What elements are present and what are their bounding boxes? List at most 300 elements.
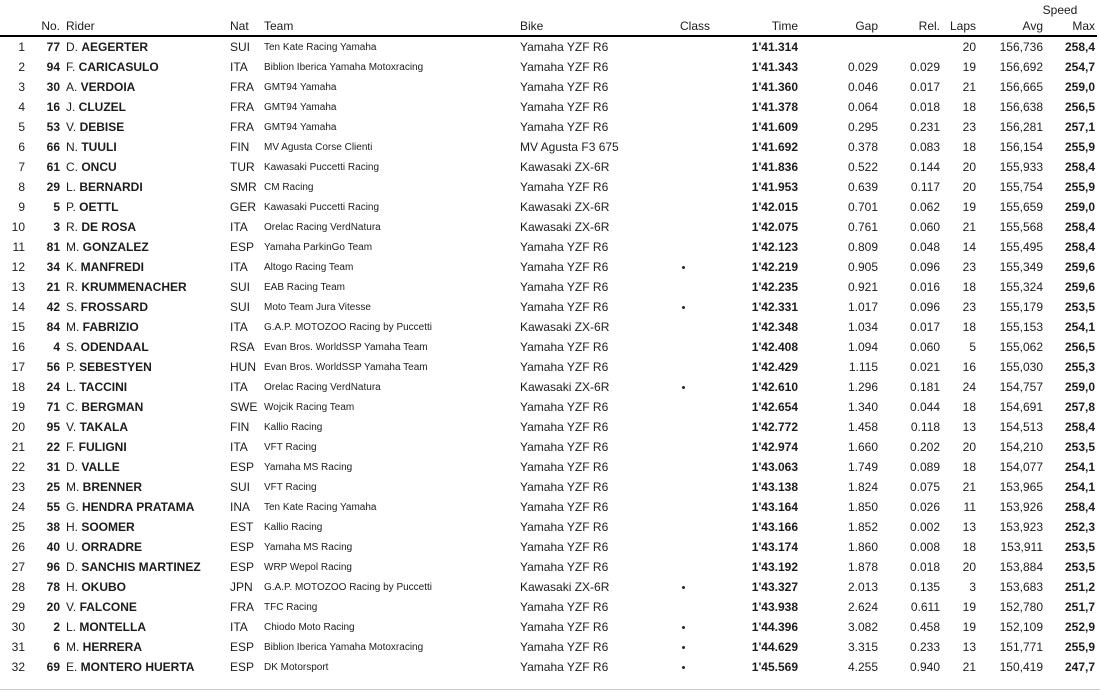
gap-cell: 1.850 [847,500,878,514]
nat-cell: SUI [230,40,251,54]
team-cell: VFT Racing [264,481,317,493]
class-cell [670,437,712,457]
rel-header: Rel. [880,17,945,36]
gap-cell: 0.029 [847,60,878,74]
class-cell [670,537,712,557]
max-cell: 255,9 [1064,640,1096,654]
bike-cell: Kawasaki ZX-6R [520,200,610,214]
team-cell: G.A.P. MOTOZOO Racing by Puccetti [264,581,433,593]
pos-cell: 22 [11,460,25,474]
gap-cell: 1.340 [847,400,878,414]
class-dot [682,306,685,309]
max-cell: 252,9 [1064,620,1096,634]
rider-surname: TAKALA [79,420,129,434]
max-cell: 255,9 [1064,140,1096,154]
avg-cell: 155,324 [999,280,1043,294]
rel-cell: 0.135 [909,580,940,594]
rider-name-cell [62,597,228,617]
class-cell [670,197,712,217]
pos-cell: 21 [11,440,25,454]
bike-cell: Kawasaki ZX-6R [520,320,610,334]
avg-cell: 153,923 [999,520,1043,534]
rider-initial: U. [66,540,82,554]
pos-cell: 13 [11,280,25,294]
rel-cell: 0.144 [909,160,940,174]
rider-surname: MANFREDI [80,260,144,274]
max-cell: 255,3 [1064,360,1096,374]
rider-surname: SEBESTYEN [79,360,152,374]
gap-cell: 0.046 [847,80,878,94]
no-cell: 38 [46,520,60,534]
laps-cell: 20 [962,180,976,194]
time-cell: 1'41.953 [751,180,798,194]
no-cell: 42 [46,300,60,314]
bike-cell: Yamaha YZF R6 [520,240,609,254]
avg-cell: 154,757 [999,380,1043,394]
rider-name-cell [62,397,228,417]
rel-cell: 0.026 [909,500,940,514]
bike-cell: Yamaha YZF R6 [520,640,609,654]
rider-initial: S. [66,300,81,314]
no-cell: 61 [46,160,60,174]
rider-initial: R. [66,220,82,234]
pos-cell: 30 [11,620,25,634]
rider-name-cell [62,36,228,57]
rel-cell: 0.083 [909,140,940,154]
time-cell: 1'41.314 [751,40,798,54]
gap-cell: 1.115 [848,360,878,374]
rider-name-cell [62,457,228,477]
laps-cell: 19 [962,620,976,634]
gap-cell: 0.064 [847,100,878,114]
bike-cell: Yamaha YZF R6 [520,120,609,134]
avg-cell: 156,665 [999,80,1043,94]
rider-initial: A. [66,80,81,94]
time-cell: 1'43.192 [751,560,798,574]
laps-cell: 20 [962,560,976,574]
result-row [0,217,1097,237]
laps-cell: 13 [962,420,976,434]
no-cell: 34 [46,260,60,274]
result-row [0,577,1097,597]
avg-cell: 155,754 [999,180,1043,194]
nat-cell: ESP [230,660,255,674]
time-cell: 1'42.772 [751,420,798,434]
pos-cell: 5 [18,120,25,134]
pos-cell: 16 [11,340,25,354]
rider-name-cell [62,297,228,317]
avg-cell: 150,419 [999,660,1043,674]
time-cell: 1'43.166 [751,520,798,534]
result-row [0,297,1097,317]
rider-initial: H. [66,580,82,594]
pos-cell: 26 [11,540,25,554]
rider-initial: V. [66,120,80,134]
class-cell [670,557,712,577]
rider-name-cell [62,497,228,517]
rider-surname: ODENDAAL [80,340,149,354]
nat-cell: ITA [230,320,248,334]
max-cell: 253,5 [1064,440,1096,454]
max-cell: 254,1 [1064,320,1096,334]
class-cell [670,97,712,117]
rider-initial: N. [66,140,82,154]
team-cell: GMT94 Yamaha [264,121,337,133]
class-cell [670,657,712,677]
max-cell: 256,5 [1064,100,1096,114]
class-cell [670,597,712,617]
laps-cell: 16 [962,360,976,374]
result-row [0,57,1097,77]
pos-cell: 11 [12,240,25,254]
pos-cell: 15 [11,320,25,334]
bike-cell: Yamaha YZF R6 [520,300,609,314]
time-cell: 1'42.219 [751,260,798,274]
team-cell: Evan Bros. WorldSSP Yamaha Team [264,341,428,353]
no-cell: 2 [53,620,60,634]
results-tbody [0,36,1097,677]
rider-initial: J. [66,100,79,114]
team-cell: Orelac Racing VerdNatura [264,221,381,233]
laps-cell: 21 [962,80,976,94]
time-cell: 1'42.654 [751,400,798,414]
class-header: Class [670,17,712,36]
rider-name-cell [62,417,228,437]
avg-cell: 152,780 [999,600,1043,614]
laps-cell: 19 [962,600,976,614]
laps-cell: 24 [962,380,976,394]
rel-cell: 0.002 [909,520,940,534]
no-cell: 56 [46,360,60,374]
laps-cell: 23 [962,120,976,134]
class-cell [670,397,712,417]
class-dot [682,586,685,589]
class-cell [670,517,712,537]
laps-cell: 13 [962,640,976,654]
time-cell: 1'42.123 [751,240,798,254]
time-cell: 1'41.836 [751,160,798,174]
avg-cell: 153,965 [999,480,1043,494]
avg-cell: 155,568 [999,220,1043,234]
rider-name-cell [62,197,228,217]
pos-cell: 10 [11,220,25,234]
pos-cell: 29 [11,600,25,614]
rel-cell: 0.017 [909,320,940,334]
nat-cell: FRA [230,600,254,614]
class-cell [670,577,712,597]
no-cell: 78 [46,580,60,594]
rider-surname: VERDOIA [80,80,136,94]
laps-cell: 11 [963,500,976,514]
gap-cell: 1.458 [847,420,878,434]
nat-cell: INA [230,500,251,514]
time-cell: 1'42.348 [751,320,798,334]
gap-cell: 0.761 [847,220,878,234]
team-cell: GMT94 Yamaha [264,81,337,93]
gap-cell: 0.295 [847,120,878,134]
nat-cell: ITA [230,380,248,394]
time-cell: 1'44.396 [751,620,798,634]
avg-cell: 156,736 [999,40,1043,54]
rider-surname: TUULI [81,140,117,154]
max-cell: 255,9 [1064,180,1096,194]
result-row [0,277,1097,297]
speed-column-group-header: Speed [1042,3,1078,17]
class-dot [682,386,685,389]
class-cell [670,157,712,177]
result-row [0,337,1097,357]
result-row [0,597,1097,617]
gap-cell: 3.082 [847,620,878,634]
class-dot [682,266,685,269]
nat-cell: HUN [230,360,256,374]
pos-cell: 28 [11,580,25,594]
class-cell [670,36,712,57]
rider-name-cell [62,137,228,157]
rider-surname: AEGERTER [81,40,149,54]
max-cell: 253,5 [1064,540,1096,554]
avg-cell: 156,154 [999,140,1043,154]
result-row [0,117,1097,137]
class-cell [670,617,712,637]
max-cell: 254,7 [1064,60,1096,74]
class-cell [670,337,712,357]
no-cell: 24 [46,380,60,394]
time-header: Time [712,17,800,36]
laps-cell: 21 [962,660,976,674]
bike-cell: Yamaha YZF R6 [520,180,609,194]
team-cell: Yamaha ParkinGo Team [264,241,373,253]
laps-cell: 18 [962,140,976,154]
rider-initial: D. [66,40,82,54]
avg-cell: 154,513 [999,420,1043,434]
bottom-rule [0,689,1100,690]
pos-cell: 14 [11,300,25,314]
max-cell: 253,5 [1064,300,1096,314]
result-row [0,97,1097,117]
laps-cell: 18 [962,280,976,294]
result-row [0,377,1097,397]
bike-cell: Yamaha YZF R6 [520,600,609,614]
pos-cell: 31 [11,640,25,654]
gap-cell: 0.921 [847,280,878,294]
rider-header: Rider [62,17,228,36]
rider-name-cell [62,477,228,497]
max-cell: 259,6 [1064,280,1096,294]
nat-cell: ITA [230,60,248,74]
team-cell: CM Racing [264,181,314,193]
rel-cell: 0.096 [909,260,940,274]
no-cell: 55 [46,500,60,514]
max-cell: 258,4 [1064,240,1096,254]
rider-name-cell [62,377,228,397]
gap-cell: 2.013 [847,580,878,594]
gap-cell: 3.315 [847,640,878,654]
time-cell: 1'43.327 [751,580,798,594]
rider-initial: V. [66,600,80,614]
result-row [0,497,1097,517]
rider-surname: VALLE [81,460,120,474]
rider-surname: GONZALEZ [82,240,149,254]
nat-cell: SUI [230,480,251,494]
nat-cell: ESP [230,240,255,254]
pos-cell: 9 [18,200,25,214]
rider-name-cell [62,317,228,337]
avg-cell: 155,659 [999,200,1043,214]
result-row [0,657,1097,677]
gap-cell: 1.749 [847,460,878,474]
gap-cell: 1.017 [847,300,878,314]
rider-surname: FROSSARD [80,300,149,314]
nat-cell: ITA [230,260,248,274]
rider-name-cell [62,437,228,457]
result-row [0,36,1097,57]
table-header [0,0,1097,36]
rider-initial: D. [66,560,82,574]
rel-cell: 0.016 [909,280,940,294]
bike-cell: Yamaha YZF R6 [520,660,609,674]
avg-cell: 153,683 [999,580,1043,594]
avg-cell: 155,179 [999,300,1043,314]
no-cell: 30 [46,80,60,94]
rider-name-cell [62,657,228,677]
result-row [0,137,1097,157]
rider-surname: FALCONE [79,600,137,614]
pos-cell: 24 [11,500,25,514]
no-cell: 20 [46,600,60,614]
no-cell: 53 [46,120,60,134]
rel-cell: 0.458 [909,620,940,634]
team-cell: Kawasaki Puccetti Racing [264,201,380,213]
class-dot [682,666,685,669]
rider-initial: K. [66,260,81,274]
time-cell: 1'42.235 [751,280,798,294]
team-cell: Biblion Iberica Yamaha Motoxracing [264,61,424,73]
pos-cell: 27 [11,560,25,574]
bike-cell: Kawasaki ZX-6R [520,220,610,234]
result-row [0,417,1097,437]
rel-cell: 0.231 [909,120,940,134]
rider-initial: P. [66,200,80,214]
rel-cell: 0.044 [909,400,940,414]
result-row [0,157,1097,177]
nat-cell: TUR [230,160,255,174]
rider-initial: C. [66,160,82,174]
time-cell: 1'43.164 [751,500,798,514]
pos-cell: 20 [11,420,25,434]
nat-cell: FRA [230,120,254,134]
nat-cell: ESP [230,640,255,654]
bike-cell: Yamaha YZF R6 [520,620,609,634]
rel-cell: 0.940 [909,660,940,674]
gap-cell: 0.701 [847,200,878,214]
laps-cell: 20 [962,440,976,454]
result-row [0,557,1097,577]
team-cell: Evan Bros. WorldSSP Yamaha Team [264,361,428,373]
gap-cell: 1.824 [847,480,878,494]
no-cell: 40 [46,540,60,554]
gap-cell: 0.639 [847,180,878,194]
max-cell: 257,1 [1064,120,1096,134]
team-cell: Altogo Racing Team [264,261,354,273]
rel-cell: 0.008 [909,540,940,554]
team-cell: G.A.P. MOTOZOO Racing by Puccetti [264,321,433,333]
team-header: Team [262,17,516,36]
bike-cell: MV Agusta F3 675 [520,140,619,154]
class-cell [670,457,712,477]
result-row [0,617,1097,637]
rider-initial: F. [66,60,79,74]
bike-cell: Yamaha YZF R6 [520,400,609,414]
time-cell: 1'41.360 [751,80,798,94]
time-cell: 1'45.569 [751,660,798,674]
rider-name-cell [62,237,228,257]
nat-cell: GER [230,200,257,214]
laps-cell: 19 [962,60,976,74]
rel-cell: 0.018 [909,560,940,574]
no-cell: 69 [46,660,60,674]
rider-name-cell [62,157,228,177]
rider-name-cell [62,177,228,197]
rel-cell: 0.060 [909,340,940,354]
rider-initial: S. [66,340,81,354]
nat-cell: FRA [230,80,254,94]
bike-cell: Yamaha YZF R6 [520,40,609,54]
rider-surname: TACCINI [79,380,128,394]
gap-cell: 1.878 [847,560,878,574]
laps-cell: 23 [962,260,976,274]
gap-cell: 1.094 [847,340,878,354]
time-cell: 1'42.075 [751,220,798,234]
class-cell [670,57,712,77]
team-cell: Yamaha MS Racing [264,541,353,553]
rider-initial: R. [66,280,82,294]
nat-cell: ESP [230,560,255,574]
no-cell: 96 [46,560,60,574]
rel-cell: 0.117 [910,180,940,194]
class-cell [670,277,712,297]
rider-initial: P. [66,360,80,374]
gap-cell: 1.660 [847,440,878,454]
gap-cell: 1.296 [847,380,878,394]
pos-cell: 1 [18,40,25,54]
time-cell: 1'43.063 [751,460,798,474]
laps-cell: 23 [962,300,976,314]
nat-cell: ITA [230,220,248,234]
avg-cell: 155,933 [999,160,1043,174]
time-cell: 1'42.015 [751,200,798,214]
rider-initial: D. [66,460,82,474]
avg-cell: 153,911 [1000,540,1043,554]
class-cell [670,377,712,397]
number-header: No. [28,17,62,36]
avg-cell: 156,281 [999,120,1043,134]
rider-surname: DE ROSA [81,220,137,234]
rel-cell: 0.018 [909,100,940,114]
rider-initial: C. [66,400,82,414]
max-speed-header: Max [1045,17,1097,36]
rel-cell: 0.233 [909,640,940,654]
pos-cell: 12 [11,260,25,274]
bike-cell: Yamaha YZF R6 [520,520,609,534]
gap-cell: 1.034 [847,320,878,334]
nat-cell: ESP [230,540,255,554]
laps-header: Laps [945,17,978,36]
max-cell: 254,1 [1064,460,1096,474]
rel-cell: 0.118 [910,420,940,434]
max-cell: 252,3 [1064,520,1096,534]
time-cell: 1'41.343 [751,60,798,74]
